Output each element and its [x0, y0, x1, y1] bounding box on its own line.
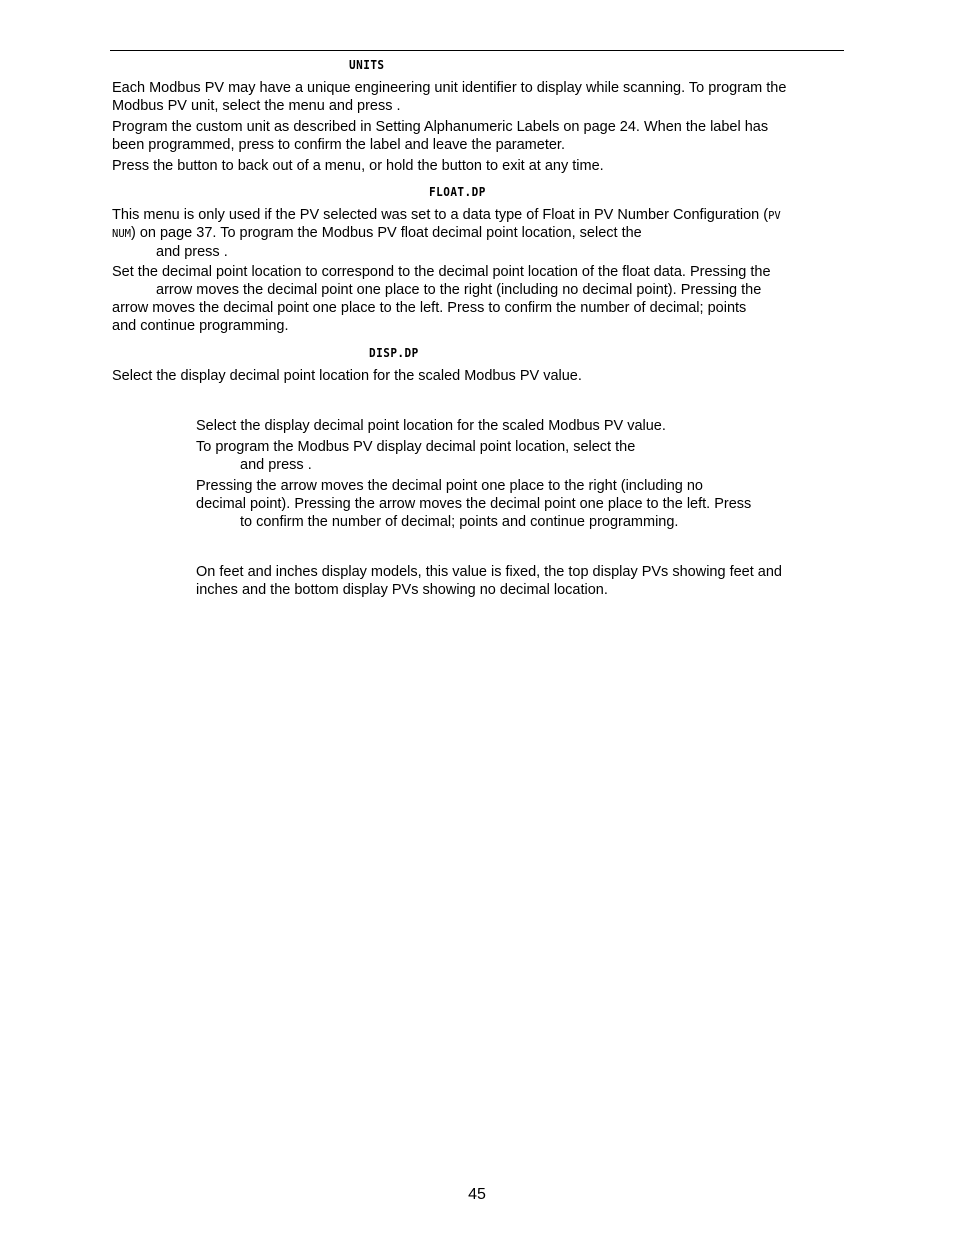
floatdp-text-line-6: arrow moves the decimal point one place to the left. Press to confirm the number of decimal; points: [112, 300, 747, 316]
dispdp-indented-line-1: Select the display decimal point location for the scaled Modbus PV value.: [196, 418, 666, 434]
dispdp-lcd-heading: DISP.DP: [369, 346, 419, 360]
units-text-line-5: Press the button to back out of a menu, or hold the button to exit at any time.: [112, 158, 604, 174]
floatdp-line2-text: ) on page 37. To program the Modbus PV float decimal point location, select the: [130, 225, 642, 241]
page-number: 45: [468, 1186, 486, 1203]
units-text-line-3: Program the custom unit as described in Setting Alphanumeric Labels on page 24. When the label has: [112, 119, 769, 135]
header-rule: [110, 50, 844, 51]
floatdp-text-line-3: and press .: [156, 244, 228, 260]
dispdp-indented-line-6: to confirm the number of decimal; points and continue programming.: [240, 514, 679, 530]
floatdp-text-line-2: [112, 224, 642, 243]
floatdp-num-lcd: NUM: [112, 228, 131, 240]
units-text-line-2: Modbus PV unit, select the menu and press .: [112, 98, 401, 114]
dispdp-indented-line-4: Pressing the arrow moves the decimal point one place to the right (including no: [196, 478, 703, 494]
units-text-line-4: been programmed, press to confirm the label and leave the parameter.: [112, 137, 565, 153]
dispdp-indented-line-2: To program the Modbus PV display decimal point location, select the: [196, 439, 636, 455]
dispdp-indented-line-3: and press .: [240, 457, 312, 473]
dispdp-indented-line-5: decimal point). Pressing the arrow moves the decimal point one place to the left. Press: [196, 496, 752, 512]
floatdp-lcd-heading: FLOAT.DP: [429, 185, 486, 199]
floatdp-text-line-4: Set the decimal point location to correspond to the decimal point location of the float data. Pressing the: [112, 264, 771, 280]
floatdp-text-line-5: arrow moves the decimal point one place to the right (including no decimal point). Pressing the: [156, 282, 762, 298]
units-lcd-heading: UNITS: [349, 58, 385, 72]
dispdp-intro: Select the display decimal point location for the scaled Modbus PV value.: [112, 368, 582, 384]
units-text-line-1: Each Modbus PV may have a unique engineering unit identifier to display while scanning. To program the: [112, 80, 787, 96]
dispdp-note-line-1: On feet and inches display models, this value is fixed, the top display PVs showing feet and: [196, 564, 782, 580]
floatdp-text-line-1: [112, 206, 781, 225]
floatdp-text-line-7: and continue programming.: [112, 318, 289, 334]
floatdp-line1-text: This menu is only used if the PV selected was set to a data type of Float in PV Number Configuration (: [112, 207, 769, 223]
floatdp-pv-lcd: PV: [768, 210, 781, 222]
dispdp-note-line-2: inches and the bottom display PVs showing no decimal location.: [196, 582, 608, 598]
